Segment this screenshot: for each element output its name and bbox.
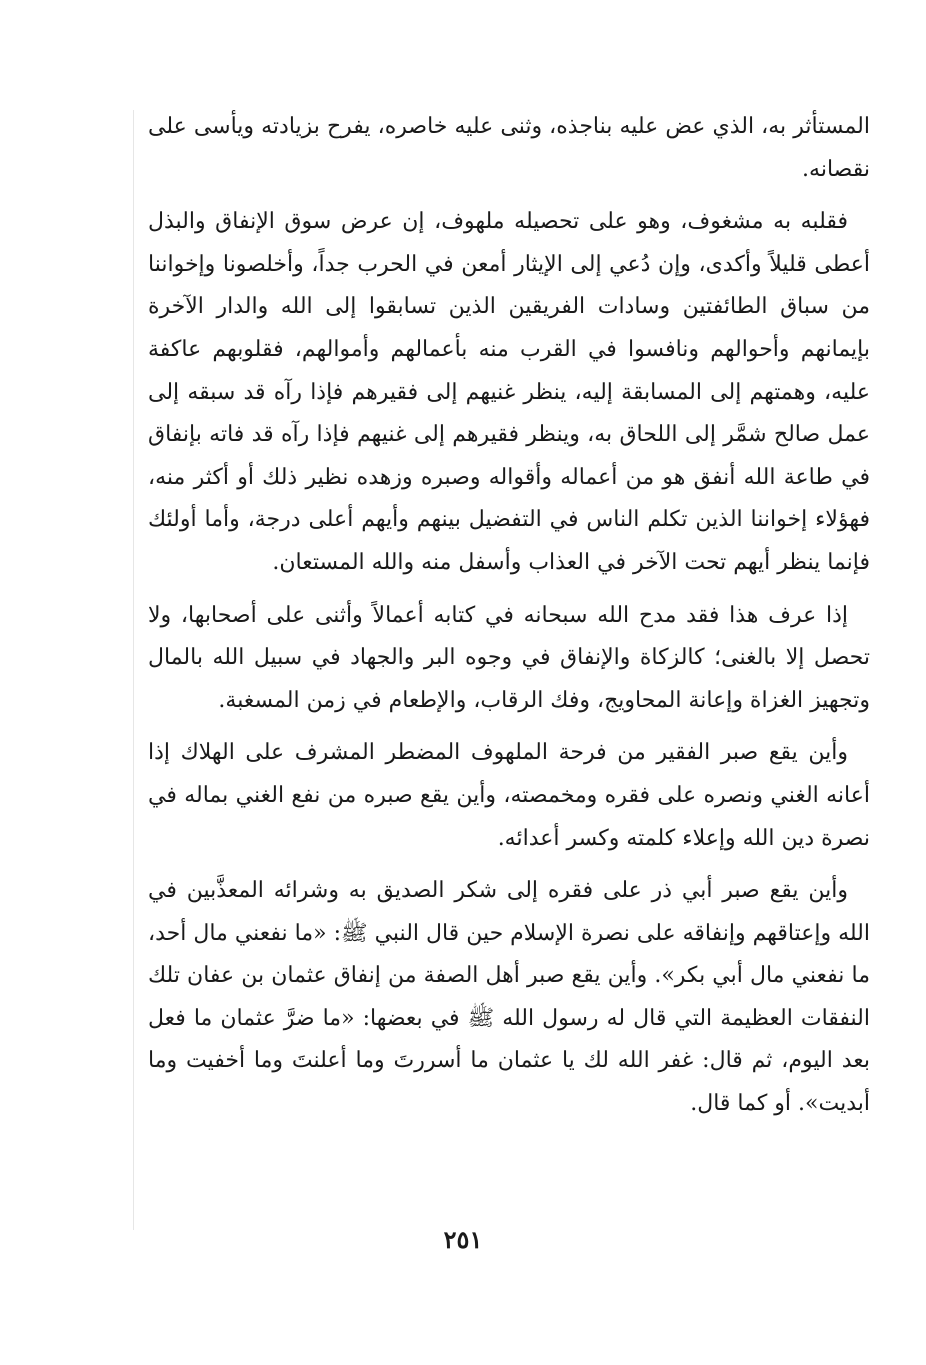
page-number: ٢٥١ xyxy=(443,1225,483,1254)
body-text xyxy=(148,106,870,1136)
paragraph-1: المستأثر به، الذي عض عليه بناجذه، وثنى عليه خاصره، يفرح بزيادته ويأسى على نقصانه. xyxy=(148,114,870,182)
paragraph-5: وأين يقع صبر أبي ذر على فقره إلى شكر الصديق به وشرائه المعذَّبين في الله وإعتاقهم وإنفاقه على نصرة الإسلام حين قال النبي ﷺ: «ما نفعني مال أحد، ما نفعني مال أبي بكر». وأين يقع صبر أهل الصفة من إنفاق عثمان بن عفان تلك النفقات العظيمة التي قال له رسول الله ﷺ في بعضها: «ما ضرَّ عثمان ما فعل بعد اليوم، ثم قال: غفر الله لك يا عثمان ما أسررتَ وما أعلنتَ وما أخفيت وما أبديت». أو كما قال. xyxy=(148,878,870,1117)
paragraph-4: وأين يقع صبر الفقير من فرحة الملهوف المضطر المشرف على الهلاك إذا أعانه الغني ونصره على فقره ومخمصته، وأين يقع صبره من نفع الغني بماله في نصرة دين الله وإعلاء كلمته وكسر أعدائه. xyxy=(148,740,870,851)
scan-margin-line xyxy=(133,110,134,1230)
paragraph-2: فقلبه به مشغوف، وهو على تحصيله ملهوف، إن عرض سوق الإنفاق والبذل أعطى قليلاً وأكدى، وإن دُعي إلى الإيثار أمعن في الحرب جداً، وأخلصونا وإخواننا من سباق الطائفتين وسادات الفريقين الذين تسابقوا إلى الله والدار الآخرة بإيمانهم وأحوالهم ونافسوا في القرب منه بأعمالهم وأموالهم، فقلوبهم عاكفة عليه، وهمتهم إلى المسابقة إليه، ينظر غنيهم إلى فقيرهم فإذا رآه قد سبقه إلى عمل صالح شمَّر إلى اللحاق به، وينظر فقيرهم إلى غنيهم فإذا رآه قد فاته بإنفاق في طاعة الله أنفق هو من أعماله وأقواله وصبره وزهده نظير ذلك أو أكثر منه، فهؤلاء إخواننا الذين تكلم الناس في التفضيل بينهم وأيهم أعلى درجة، وأما أولئك فإنما ينظر أيهم تحت الآخر في العذاب وأسفل منه والله المستعان. xyxy=(148,209,870,575)
paragraph-3: إذا عرف هذا فقد مدح الله سبحانه في كتابه أعمالاً وأثنى على أصحابها، ولا تحصل إلا بالغنى؛ كالزكاة والإنفاق في وجوه البر والجهاد في سبيل الله بالمال وتجهيز الغزاة وإعانة المحاويج، وفك الرقاب، والإطعام في زمن المسغبة. xyxy=(148,602,870,713)
